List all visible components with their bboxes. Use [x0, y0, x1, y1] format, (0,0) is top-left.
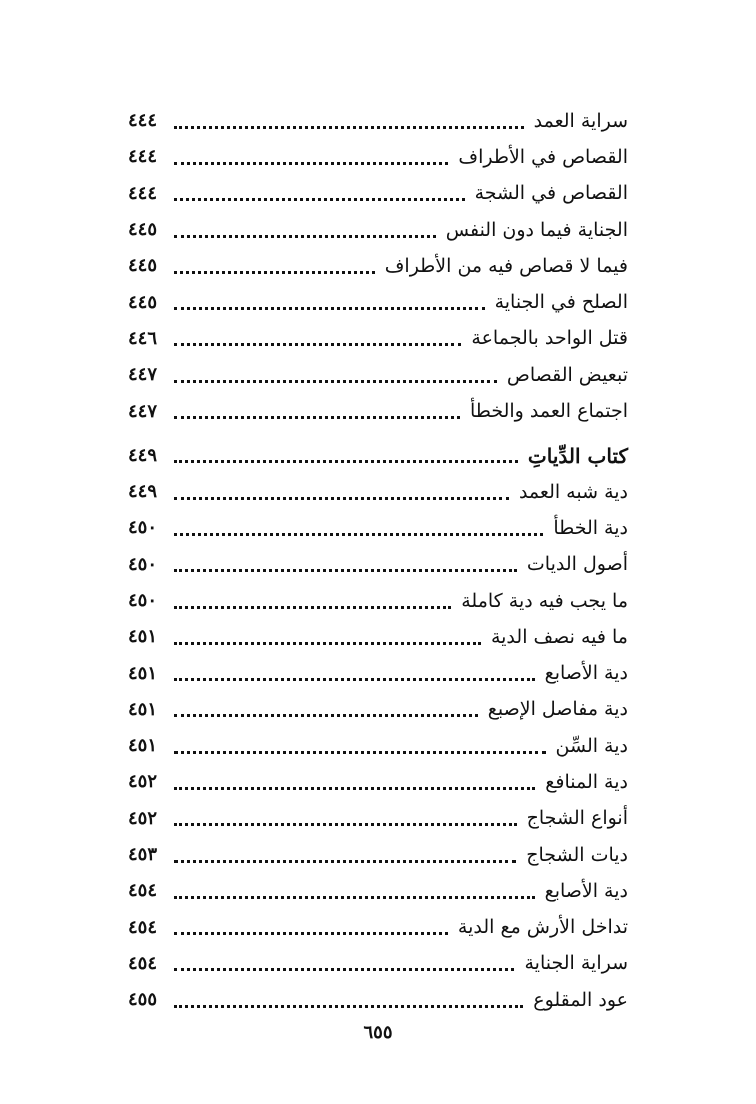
toc-entry-title: قتل الواحد بالجماعة	[471, 327, 628, 350]
toc-entry-title: فيما لا قصاص فيه من الأطراف	[384, 254, 628, 277]
toc-entry-title: كتاب الدِّياتِ	[527, 443, 628, 468]
dot-leader	[174, 1005, 523, 1008]
toc-entry	[128, 510, 628, 546]
dot-leader	[174, 380, 497, 383]
toc-entry-page: ٤٥٢	[128, 807, 158, 829]
toc-entry-page: ٤٤٧	[128, 400, 158, 422]
toc-entry-page: ٤٤٩	[128, 481, 158, 503]
toc-entry	[128, 764, 628, 800]
toc-entry-page: ٤٥٣	[128, 844, 158, 866]
dot-leader	[174, 968, 514, 971]
page-number: ٦٥٥	[363, 1022, 393, 1043]
toc-entry-page: ٤٤٥	[128, 219, 158, 241]
toc-entry-page: ٤٥٥	[128, 989, 158, 1011]
toc-entry	[128, 474, 628, 510]
dot-leader	[174, 642, 481, 645]
toc-entry-page: ٤٤٩	[128, 444, 158, 466]
toc-entry-page: ٤٤٤	[128, 182, 158, 204]
toc-entry-title: عود المقلوع	[533, 988, 628, 1011]
dot-leader	[174, 343, 461, 346]
toc-entry-title: دية الأصابع	[544, 879, 628, 902]
toc-entry	[128, 910, 628, 946]
toc-entry-page: ٤٥٢	[128, 771, 158, 793]
toc-entry-page: ٤٥٠	[128, 517, 158, 539]
toc-entry-page: ٤٥١	[128, 662, 158, 684]
toc-entry-page: ٤٤٤	[128, 146, 158, 168]
toc-entry	[128, 837, 628, 873]
dot-leader	[174, 606, 451, 609]
toc-entry	[128, 692, 628, 728]
toc-entry	[128, 728, 628, 764]
dot-leader	[174, 198, 465, 201]
toc-entry	[128, 873, 628, 909]
toc-entry-title: سراية الجناية	[524, 952, 628, 975]
dot-leader	[174, 714, 478, 717]
toc-entry	[128, 176, 628, 212]
toc-entry-title: دية الخطأ	[553, 516, 628, 539]
toc-entry	[128, 619, 628, 655]
toc-entry-page: ٤٥٠	[128, 553, 158, 575]
toc-entry-title: تداخل الأرش مع الدية	[457, 916, 628, 939]
toc-entry-page: ٤٥١	[128, 698, 158, 720]
dot-leader	[174, 569, 517, 572]
dot-leader	[174, 751, 546, 754]
toc-entry	[128, 982, 628, 1018]
toc-entry-title: دية السِّن	[555, 734, 628, 757]
toc-entry	[128, 946, 628, 982]
toc-entry-title: الصلح في الجناية	[494, 291, 628, 314]
toc-entry-page: ٤٤٥	[128, 255, 158, 277]
toc-entry-title: أنواع الشجاج	[526, 807, 628, 830]
toc-entry-title: القصاص في الشجة	[474, 182, 628, 205]
toc-entry-title: دية الأصابع	[544, 662, 628, 685]
toc-entry	[128, 284, 628, 320]
dot-leader	[174, 787, 535, 790]
dot-leader	[174, 823, 517, 826]
dot-leader	[174, 235, 436, 238]
toc-entry	[128, 393, 628, 429]
dot-leader	[174, 860, 516, 863]
dot-leader	[174, 497, 509, 500]
toc-entry-page: ٤٤٧	[128, 364, 158, 386]
toc-entry-page: ٤٥١	[128, 735, 158, 757]
toc-entry-page: ٤٤٦	[128, 327, 158, 349]
dot-leader	[174, 678, 535, 681]
toc-entry-title: سراية العمد	[533, 109, 628, 132]
toc-entry	[128, 583, 628, 619]
dot-leader	[174, 162, 448, 165]
dot-leader	[174, 271, 375, 274]
toc-entry-title: ما فيه نصف الدية	[490, 625, 628, 648]
toc-entry	[128, 547, 628, 583]
dot-leader	[174, 126, 524, 129]
toc-entry-page: ٤٥٤	[128, 952, 158, 974]
table-of-contents	[128, 103, 628, 1018]
toc-entry-page: ٤٤٤	[128, 110, 158, 132]
dot-leader	[174, 307, 485, 310]
toc-entry	[128, 248, 628, 284]
toc-entry-title: الجناية فيما دون النفس	[445, 218, 628, 241]
dot-leader	[174, 932, 448, 935]
toc-entry-title: أصول الديات	[526, 553, 628, 576]
toc-entry	[128, 801, 628, 837]
toc-entry	[128, 357, 628, 393]
toc-entry-title: ما يجب فيه دية كاملة	[461, 589, 628, 612]
toc-entry	[128, 103, 628, 139]
toc-entry-title: دية مفاصل الإصبع	[487, 698, 628, 721]
toc-entry	[128, 139, 628, 175]
dot-leader	[174, 416, 460, 419]
toc-entry-page: ٤٥٤	[128, 916, 158, 938]
dot-leader	[174, 896, 535, 899]
toc-entry-title: دية شبه العمد	[518, 480, 628, 503]
toc-entry-title: تبعيض القصاص	[506, 363, 628, 386]
toc-entry-page: ٤٥٠	[128, 590, 158, 611]
toc-entry-page: ٤٥٤	[128, 880, 158, 902]
toc-entry	[128, 321, 628, 357]
toc-entry	[128, 212, 628, 248]
dot-leader	[174, 533, 543, 536]
toc-entry-title: دية المنافع	[545, 770, 628, 793]
toc-chapter-heading	[128, 438, 628, 474]
toc-entry-title: القصاص في الأطراف	[458, 145, 628, 168]
toc-entry-title: اجتماع العمد والخطأ	[469, 400, 628, 423]
toc-entry-title: ديات الشجاج	[526, 843, 628, 866]
toc-entry-page: ٤٥١	[128, 626, 158, 648]
toc-entry	[128, 655, 628, 691]
toc-entry-page: ٤٤٥	[128, 291, 158, 313]
dot-leader	[174, 460, 518, 463]
